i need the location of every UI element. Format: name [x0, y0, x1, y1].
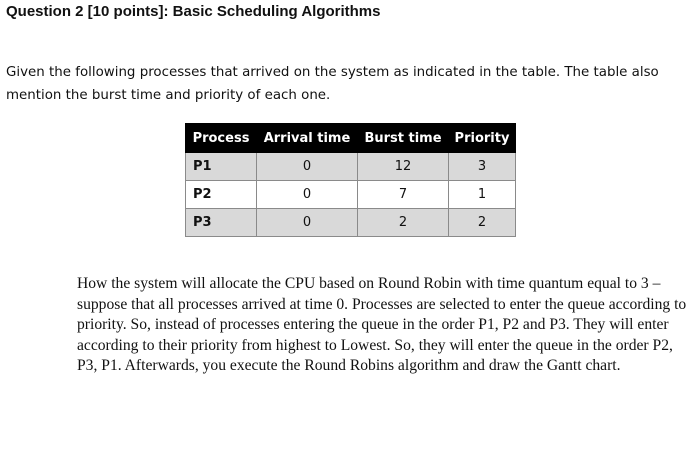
priority-cell: 1: [449, 181, 516, 209]
question-paragraph: How the system will allocate the CPU based on Round Robin with time quantum equal to 3 – suppose that all processes arrived at time 0. Processes are selected to enter the queue according to priority. So, instead of processes entering the queue in the order P1, P2 and P3. They will enter according to their priority from highest to Lowest. So, they will enter the queue in the order P2, P3, P1. Afterwards, you execute the Round Robins algorithm and draw the Gantt chart.: [77, 275, 687, 375]
arrival-time-cell: 0: [257, 209, 358, 237]
priority-cell: 3: [449, 153, 516, 181]
intro-paragraph: Given the following processes that arrived on the system as indicated in the table. The table also mention the burst time and priority of each one.: [6, 65, 659, 103]
header-burst-time: Burst time: [358, 124, 449, 153]
header-process: Process: [186, 124, 257, 153]
process-table: [185, 123, 516, 237]
table-header-row: [186, 124, 516, 153]
process-name-cell: P3: [186, 209, 257, 237]
arrival-time-cell: 0: [257, 153, 358, 181]
process-name-cell: P2: [186, 181, 257, 209]
burst-time-cell: 12: [358, 153, 449, 181]
question-title: Question 2 [10 points]: Basic Scheduling Algorithms: [6, 3, 381, 20]
burst-time-cell: 2: [358, 209, 449, 237]
table-row: [186, 181, 516, 209]
table-row: [186, 209, 516, 237]
header-arrival-time: Arrival time: [257, 124, 358, 153]
priority-cell: 2: [449, 209, 516, 237]
arrival-time-cell: 0: [257, 181, 358, 209]
process-name-cell: P1: [186, 153, 257, 181]
table-row: [186, 153, 516, 181]
burst-time-cell: 7: [358, 181, 449, 209]
header-priority: Priority: [449, 124, 516, 153]
